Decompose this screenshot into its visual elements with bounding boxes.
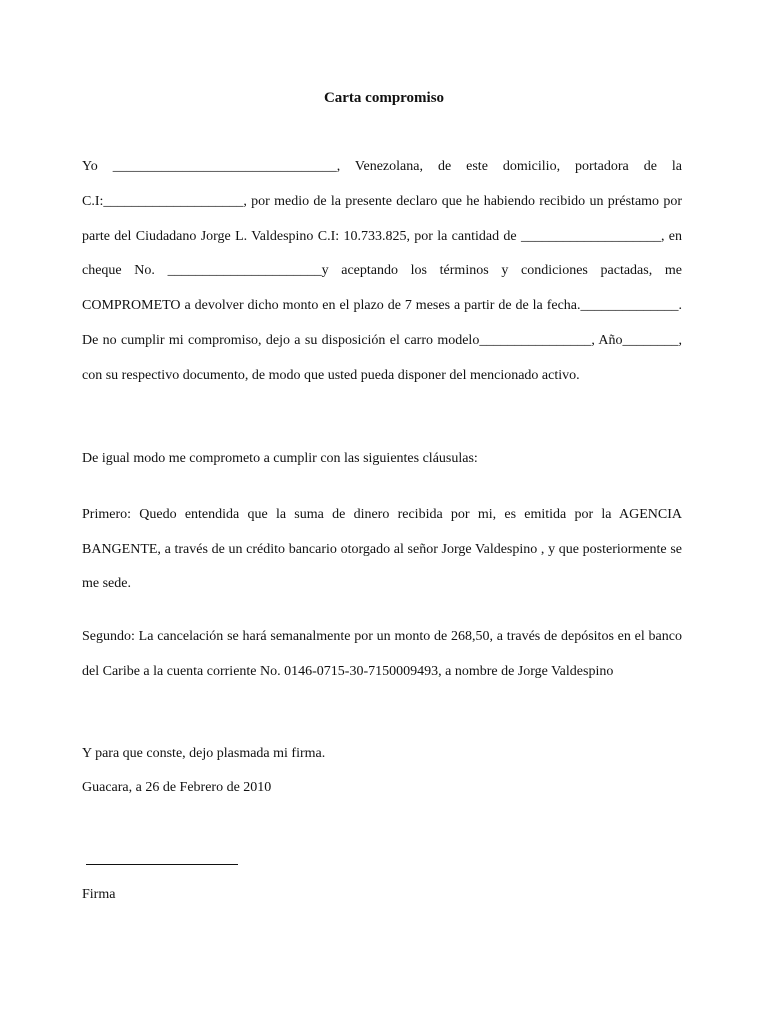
clause-primero: Primero: Quedo entendida que la suma de dinero recibida por mi, es emitida por la AGENCIA BANGENTE, a través de un crédito bancario otorgado al señor Jorge Valdespino , y que posteriormente se me sede.	[82, 507, 682, 591]
signature-label: Firma	[82, 887, 116, 902]
page-title: Carta compromiso	[323, 90, 445, 106]
commitment-paragraph: Yo ________________________________, Venezolana, de este domicilio, portadora de la C.I:____________________, por medio de la presente declaro que he habiendo recibido un préstamo por parte del Ciudadano Jorge L. Valdespino C.I: 10.733.825, por la cantidad de ____________________, en cheque No. ______________________y aceptando los términos y condiciones pactadas, me COMPROMETO a devolver dicho monto en el plazo de 7 meses a partir de de la fecha.______________. De no cumplir mi compromiso, dejo a su disposición el carro modelo________________, Año________, con su respectivo documento, de modo que usted pueda disponer del mencionado activo.	[82, 159, 682, 383]
clause-segundo: Segundo: La cancelación se hará semanalmente por un monto de 268,50, a través de depósitos en el banco del Caribe a la cuenta corriente No. 0146-0715-30-7150009493, a nombre de Jorge Valdespino	[82, 629, 682, 679]
place-and-date: Guacara, a 26 de Febrero de 2010	[82, 780, 272, 795]
clauses-intro: De igual modo me comprometo a cumplir con las siguientes cláusulas:	[82, 451, 478, 466]
signature-line	[86, 864, 238, 865]
closing-statement: Y para que conste, dejo plasmada mi firma.	[82, 746, 326, 761]
